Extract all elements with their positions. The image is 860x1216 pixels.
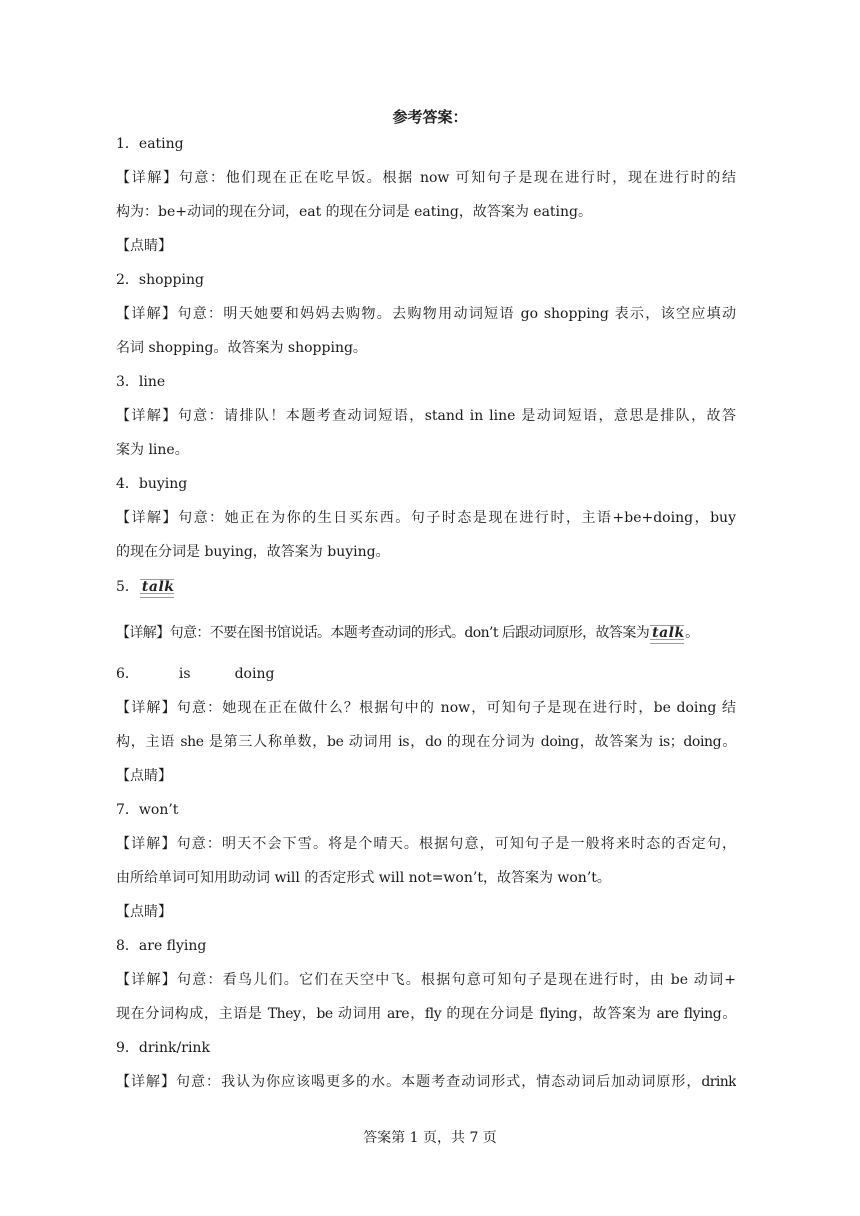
answer-6-head-row (116, 664, 736, 684)
answer-5-detail-end: 。 (685, 625, 699, 641)
answer-2-detail-line-1: 【详解】句意：明天她要和妈妈去购物。去购物用动词短语 go shopping 表示，该空应填动 (116, 306, 736, 322)
answer-5-detail-row (116, 622, 736, 644)
answer-4-head: 4．buying (116, 476, 188, 492)
answer-7-detail-line-1: 【详解】句意：明天不会下雪。将是个晴天。根据句意，可知句子是一般将来时态的否定句， (116, 836, 736, 852)
answer-8-detail-line-2: 现在分词构成，主语是 They，be 动词用 are，fly 的现在分词是 flying，故答案为 are flying。 (116, 1006, 736, 1022)
answer-6-detail-line-2: 构，主语 she 是第三人称单数，be 动词用 is，do 的现在分词为 doing，故答案为 is；doing。 (116, 734, 736, 750)
answer-6-note: 【点睛】 (116, 768, 172, 784)
answer-8-head: 8．are flying (116, 938, 207, 954)
answer-2-detail-line-2: 名词 shopping。故答案为 shopping。 (116, 340, 367, 356)
page-footer: 答案第 1 页，共 7 页 (363, 1130, 497, 1146)
handwritten-answer-talk-inline (650, 622, 684, 644)
page-title: 参考答案： (392, 108, 468, 126)
answer-1-detail-line-1: 【详解】句意：他们现在正在吃早饭。根据 now 可知句子是现在进行时，现在进行时的结 (116, 170, 736, 186)
answer-3-detail-line-2: 案为 line。 (116, 442, 189, 458)
answer-7-note: 【点睛】 (116, 904, 172, 920)
answer-5-detail-text: 【详解】句意：不要在图书馆说话。本题考查动词的形式。don’t 后跟动词原形，故答案为 (116, 625, 650, 641)
answer-6-head: 6． (116, 666, 139, 682)
answer-2-head: 2．shopping (116, 272, 204, 288)
answer-1-note: 【点睛】 (116, 238, 172, 254)
answer-5-head-row (116, 576, 736, 598)
answer-7-detail-line-2: 由所给单词可知用助动词 will 的否定形式 will not=won’t，故答案为 won’t。 (116, 870, 611, 886)
answer-6-blank-1: is (178, 666, 191, 682)
answer-1-detail-line-2: 构为：be+动词的现在分词，eat 的现在分词是 eating，故答案为 eating。 (116, 204, 593, 220)
answer-4-detail-line-2: 的现在分词是 buying，故答案为 buying。 (116, 544, 390, 560)
answer-5-head: 5． (116, 579, 139, 595)
answer-3-detail-line-1: 【详解】句意：请排队！本题考查动词短语，stand in line 是动词短语，意思是排队，故答 (116, 408, 736, 424)
answer-6-detail-line-1: 【详解】句意：她现在正在做什么？根据句中的 now，可知句子是现在进行时，be doing 结 (116, 700, 736, 716)
handwritten-word: talk (141, 579, 175, 595)
answer-7-head: 7．won’t (116, 802, 179, 818)
handwritten-answer-talk (140, 576, 174, 598)
answer-1-head: 1．eating (116, 136, 184, 152)
answer-6-blank-2: doing (234, 666, 275, 682)
answer-9-head: 9．drink/rink (116, 1040, 210, 1056)
answer-4-detail-line-1: 【详解】句意：她正在为你的生日买东西。句子时态是现在进行时，主语+be+doing，buy (116, 510, 736, 526)
answer-3-head: 3．line (116, 374, 166, 390)
handwritten-word-inline: talk (652, 625, 685, 641)
answer-8-detail-line-1: 【详解】句意：看鸟儿们。它们在天空中飞。根据句意可知句子是现在进行时，由 be 动词+ (116, 972, 736, 988)
answer-9-detail-line-1: 【详解】句意：我认为你应该喝更多的水。本题考查动词形式，情态动词后加动词原形，drink (116, 1074, 736, 1090)
